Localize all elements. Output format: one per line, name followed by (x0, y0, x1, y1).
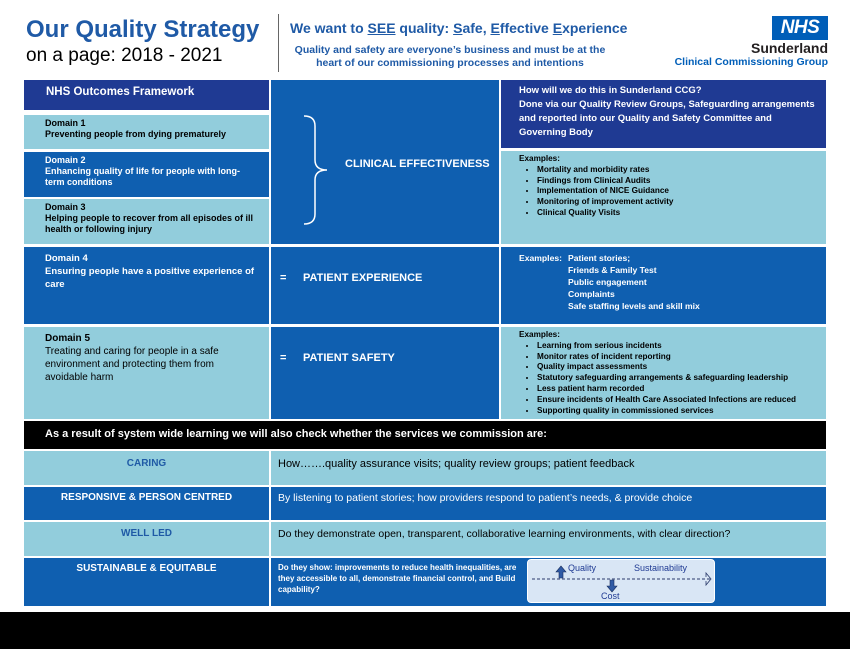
row-wellled-text: Do they demonstrate open, transparent, collaborative learning environments, with clear direction? (271, 522, 826, 556)
nhs-logo: NHS (772, 16, 828, 40)
patient-experience-block (271, 247, 499, 324)
org-group: Clinical Commissioning Group (674, 56, 828, 68)
brace-icon (301, 114, 331, 226)
example-item: Friends & Family Test (568, 265, 657, 275)
sustainability-label: Sustainability (634, 563, 688, 573)
row-responsive-label: RESPONSIVE & PERSON CENTRED (24, 487, 269, 520)
domain-2: Domain 2 Enhancing quality of life for people with long-term conditions (24, 152, 269, 197)
example-item: Safe staffing levels and skill mix (568, 301, 700, 311)
page-title: Our Quality Strategy (26, 16, 260, 43)
balance-diagram (527, 559, 715, 603)
how-block: How will we do this in Sunderland CCG? Done via our Quality Review Groups, Safeguarding arrangements and reported into our Quality and Safety Committee and Governing Body (501, 80, 826, 148)
example-item: • Monitor rates of incident reporting (537, 352, 818, 363)
patient-safety-block (271, 327, 499, 419)
header-divider (278, 14, 279, 72)
example-item: Complaints (568, 289, 615, 299)
clinical-examples: Examples: • Mortality and morbidity rates • Findings from Clinical Audits • Implementation of NICE Guidance • Monitoring of improvement activity • Clinical Quality Visits (501, 151, 826, 244)
example-item: • Findings from Clinical Audits (537, 176, 818, 187)
safety-examples-list (519, 341, 818, 417)
clinical-effectiveness-block (271, 80, 499, 244)
balance-lines (528, 560, 716, 604)
row-wellled-label: WELL LED (24, 522, 269, 556)
quality-label: Quality (568, 563, 597, 573)
page-subtitle: on a page: 2018 - 2021 (26, 45, 223, 66)
row-sustainable-text: Do they show: improvements to reduce health inequalities, are they accessible to all, demonstrate financial control, and Build capability? Quality Sustainability Cost (271, 558, 826, 606)
equals-sign: = (280, 272, 287, 284)
example-item: • Learning from serious incidents (537, 341, 818, 352)
subheadline: Quality and safety are everyone’s business and must be at the heart of our commissioning processes and intentions (294, 44, 606, 69)
framework-heading: NHS Outcomes Framework (24, 80, 269, 110)
safety-examples: Examples: • Learning from serious incidents • Monitor rates of incident reporting • Quality impact assessments • Statutory safeguarding arrangements & safeguarding leadership • Less patient harm recorded • Ensure incidents of Health Care Associated Infections are reduced • Supporting quality in commissioned services (501, 327, 826, 419)
row-sustainable-label: SUSTAINABLE & EQUITABLE (24, 558, 269, 606)
cost-label: Cost (601, 591, 620, 601)
equals-sign: = (280, 352, 287, 364)
experience-examples-list (568, 252, 700, 312)
domain-4: Domain 4 Ensuring people have a positive experience of care (24, 247, 269, 324)
row-caring-label: CARING (24, 451, 269, 485)
example-item: • Implementation of NICE Guidance (537, 186, 818, 197)
domain-3: Domain 3 Helping people to recover from all episodes of ill health or following injury (24, 199, 269, 244)
row-responsive-text: By listening to patient stories; how providers respond to patient’s needs, & provide choice (271, 487, 826, 520)
example-item: • Statutory safeguarding arrangements & safeguarding leadership (537, 373, 818, 384)
example-item: Patient stories; (568, 253, 631, 263)
experience-examples: Examples: Patient stories; Friends & Family Test Public engagement Complaints Safe staffing levels and skill mix (501, 247, 826, 324)
example-item: • Supporting quality in commissioned services (537, 406, 818, 417)
example-item: Public engagement (568, 277, 647, 287)
domain-5: Domain 5 Treating and caring for people in a safe environment and protecting them from avoidable harm (24, 327, 269, 419)
example-item: • Monitoring of improvement activity (537, 197, 818, 208)
domain-1: Domain 1 Preventing people from dying prematurely (24, 115, 269, 149)
headline-see: SEE (367, 20, 396, 36)
clinical-examples-list (519, 165, 818, 219)
example-item: • Mortality and morbidity rates (537, 165, 818, 176)
example-item: • Less patient harm recorded (537, 384, 818, 395)
example-item: • Clinical Quality Visits (537, 208, 818, 219)
patient-experience-label: PATIENT EXPERIENCE (303, 272, 423, 284)
example-item: • Quality impact assessments (537, 362, 818, 373)
learning-banner: As a result of system wide learning we will also check whether the services we commission are: (24, 421, 826, 449)
example-item: • Ensure incidents of Health Care Associated Infections are reduced (537, 395, 818, 406)
clinical-effectiveness-label: CLINICAL EFFECTIVENESS (345, 158, 490, 170)
org-name: Sunderland (750, 40, 828, 56)
patient-safety-label: PATIENT SAFETY (303, 352, 395, 364)
row-caring-text: How…….quality assurance visits; quality review groups; patient feedback (271, 451, 826, 485)
headline: We want to SEE quality: Safe, Effective Experience (290, 20, 628, 36)
